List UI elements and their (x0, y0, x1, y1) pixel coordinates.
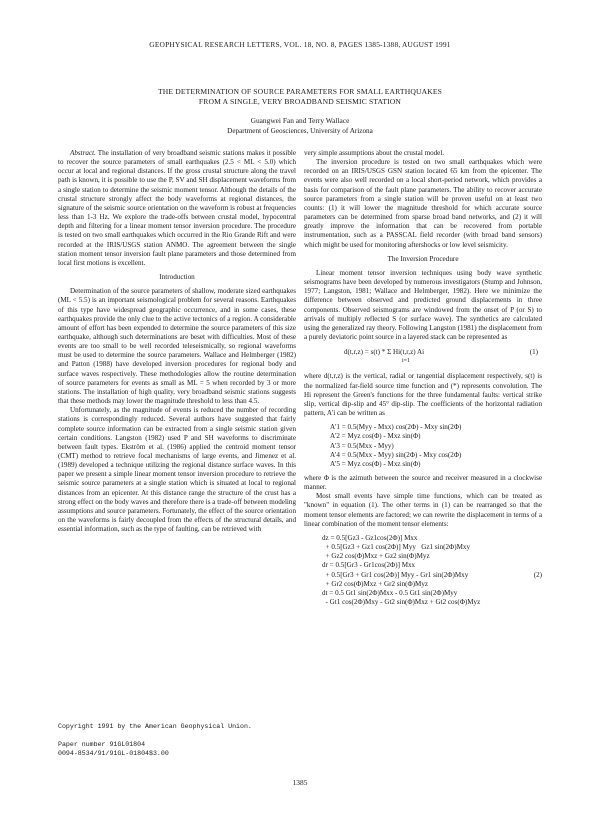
equation-2-line: + Gz2 cos(Φ)Mxz + Gz2 sin(Φ)Myz (322, 552, 430, 561)
abstract (58, 149, 296, 268)
authors: Guangwei Fan and Terry Wallace (250, 116, 350, 125)
copyright-notice: Copyright 1991 by the American Geophysical Union. (58, 723, 252, 730)
intro-paragraph-1: Determination of the source parameters of shallow, moderate sized earthquakes (ML < 5.5) is an important seismological problem for several reasons. Earthquakes of this type have widespread geographic occurrence, and in some cases, these earthquakes provide the only clue to the active tectonics of a region. A considerable amount of effort has been expended to determine the source parameters of this size earthquake, although such determinations are beset with difficulties. Most of these events are too small to be well recorded teleseismically, so regional waveforms must be used to determine the source parameters. Wallace and Helmberger (1982) and Patton (1988) have developed inversion procedures for regional body and surface waves respectively. These methodologies allow the routine determination of source parameters for events as small as ML = 5 when recorded by 3 or more stations. The installation of high quality, very broadband seismic stations suggests that these methods may lower the magnitude threshold to less than 4.5. (58, 287, 296, 406)
equation-2-line: + Gr2 cos(Φ)Mxz + Gr2 sin(Φ)Myz (322, 579, 429, 588)
procedure-paragraph: The inversion procedure is tested on two small earthquakes which were recorded on an IRIS/USGS GSN station located 65 km from the epicenter. The events were also well recorded on a local short-period network, which provides a basis for comparison of the fault plane parameters. The ability to recover accurate source parameters from a single station will be proven useful on at least two counts: (1) it will lower the magnitude threshold for which accurate source parameters can be determined from sparse broad band networks, and (2) it will greatly improve the information that can be recovered from portable instrumentation, such as a PASSCAL field recorder (with broad band sensors) which might be used for monitoring aftershocks or low level seismicity. (304, 158, 542, 249)
coefficient-line: A'2 = Myz cos(Φ) - Mxz sin(Φ) (330, 432, 421, 441)
equation-2 (322, 534, 542, 607)
equation-2-line: dz = 0.5[Gz3 - Gz1cos(2Φ)] Mxx (322, 533, 418, 542)
equation-2-line: - Gt1 cos(2Φ)Mxy - Gt2 sin(Φ)Mxz + Gt2 cos(Φ)Myz (322, 598, 481, 607)
running-head: GEOPHYSICAL RESEARCH LETTERS, VOL. 18, NO. 8, PAGES 1385-1388, AUGUST 1991 (149, 40, 451, 49)
equation-1 (304, 348, 542, 366)
where-paragraph-1: where d(t,r,z) is the vertical, radial or tangential displacement respectively, s(t) is the normalized far-field source time function and (*) represents convolution. The Hi represent the Green's functions for the three fundamental faults: vertical strike slip, vertical dip-slip and 45° dip-slip. The coefficients of the horizontal radiation pattern, A'i can be written as (304, 372, 542, 418)
equation-2-number: (2) (533, 570, 542, 579)
right-column (304, 149, 542, 611)
introduction-heading: Introduction (159, 273, 195, 282)
title-line-2: FROM A SINGLE, VERY BROADBAND SEISMIC STATION (198, 97, 402, 106)
coefficient-line: A'4 = 0.5(Mxx - Myy) sin(2Φ) - Mxy cos(2Φ) (330, 450, 462, 459)
equation-2-line: dr = 0.5[Gr3 - Gr1cos(2Φ)] Mxx (322, 561, 416, 570)
coefficient-line: A'5 = Myz cos(Φ) - Mxz sin(Φ) (330, 459, 421, 468)
page-number: 1385 (292, 778, 308, 787)
inversion-paragraph-1: Linear moment tensor inversion techniques using body wave synthetic seismograms have been developed by numerous investigators (Stump and Johnson, 1977; Langston, 1981; Wallace and Helmberger, 1982). Here we minimize the difference between observed and predicted ground displacements in three components. Observed seismograms are windowed from the onset of P (or S) to arrivals of multiply reflected S (or surface wave). The synthetics are calculated using the generalized ray theory. Following Langston (1981) the displacement from a purely deviatoric point source in a layered stack can be represented as (304, 268, 542, 341)
paragraph-continued: very simple assumptions about the crustal model. (304, 149, 445, 157)
paper-number: Paper number 91GL01804 (58, 741, 146, 748)
coefficient-line: A'3 = 0.5(Mxx - Myy) (330, 441, 394, 450)
equation-1-sum-index: i=1 (402, 358, 411, 365)
title-line-1: THE DETERMINATION OF SOURCE PARAMETERS FOR SMALL EARTHQUAKES (157, 87, 443, 96)
equation-2-line: dt = 0.5 Gt1 sin(2Φ)Mxx - 0.5 Gt1 sin(2Φ)Myy (322, 588, 458, 597)
abstract-text: The installation of very broadband seismic stations makes it possible to recover the source parameters of small earthquakes (2.5 < ML < 5.0) which occur at local and regional distances. If the gross crustal structure along the travel path is known, it is possible to use the P, SV and SH displacement waveforms from a single station to determine the seismic moment tensor. Although the details of the crustal structure strongly affect the body waveforms at regional distances, the signature of the seismic source orientation on the waveform is robust at frequencies less than 1-3 Hz. We explore the trade-offs between crustal model, hypocentral depth and filtering for a linear moment tensor inversion procedure. The procedure is tested on two small earthquakes which occurred in the Rio Grande Rift and were recorded at the IRIS/USGS station ANMO. The agreement between the single station moment tensor inversion fault plane parameters and those determined from local first motions is excellent. (58, 149, 296, 267)
equation-1-number: (1) (529, 348, 538, 357)
copyright-block (58, 722, 296, 758)
inversion-heading: The Inversion Procedure (387, 254, 459, 263)
coefficient-line: A'1 = 0.5(Myy - Mxx) cos(2Φ) - Mxy sin(2Φ) (330, 423, 462, 432)
most-events-paragraph: Most small events have simple time functions, which can be treated as "known" in equation (1). The other terms in (1) can be rearranged so that the moment tensor elements are factored; we can rewrite the displacement in terms of a linear combination of the moment tensor elements: (304, 492, 542, 528)
equation-2-line: + 0.5[Gz3 + Gz1 cos(2Φ)] Myy Gz1 sin(2Φ)Mxy (322, 543, 471, 552)
equation-1-body: d(t,r,z) = s(t) * Σ Hi(t,r,z) Ai (344, 348, 425, 357)
issn: 0094-8534/91/91GL-01804$3.00 (58, 750, 169, 757)
radiation-coefficients (330, 423, 542, 469)
where-paragraph-2: where Φ is the azimuth between the source and receiver measured in a clockwise manner. (304, 474, 542, 492)
left-column (58, 149, 296, 534)
affiliation: Department of Geosciences, University of Arizona (227, 127, 373, 135)
abstract-label: Abstract. (70, 149, 96, 157)
equation-2-line: + 0.5[Gr3 + Gr1 cos(2Φ)] Myy - Gr1 sin(2Φ)Mxy (2) (322, 570, 542, 579)
paper-title (90, 87, 510, 107)
intro-paragraph-2: Unfortunately, as the magnitude of events is reduced the number of recording stations is correspondingly reduced. Several authors have suggested that fairly complete source information can be extracted from a single seismic station given certain conditions. Langston (1982) used P and SH waveforms to discriminate between fault types. Ekström et al. (1986) applied the centroid moment tensor (CMT) method to retrieve focal mechanisms of large events, and Jimenez et al. (1989) developed a technique utilizing the regional distance surface waves. In this paper we present a simple linear moment tensor inversion procedure to retrieve the seismic source parameters at a single station which is situated at local to regional distances from an epicenter. At this distance range the structure of the crust has a strong effect on the body waves and therefore there is a trade-off between modeling assumptions and source parameters. Fortunately, the effect of the source orientation on the waveforms is fairly decoupled from the effects of the structural details, and essential information, such as the type of faulting, can be retrieved with (58, 406, 296, 534)
